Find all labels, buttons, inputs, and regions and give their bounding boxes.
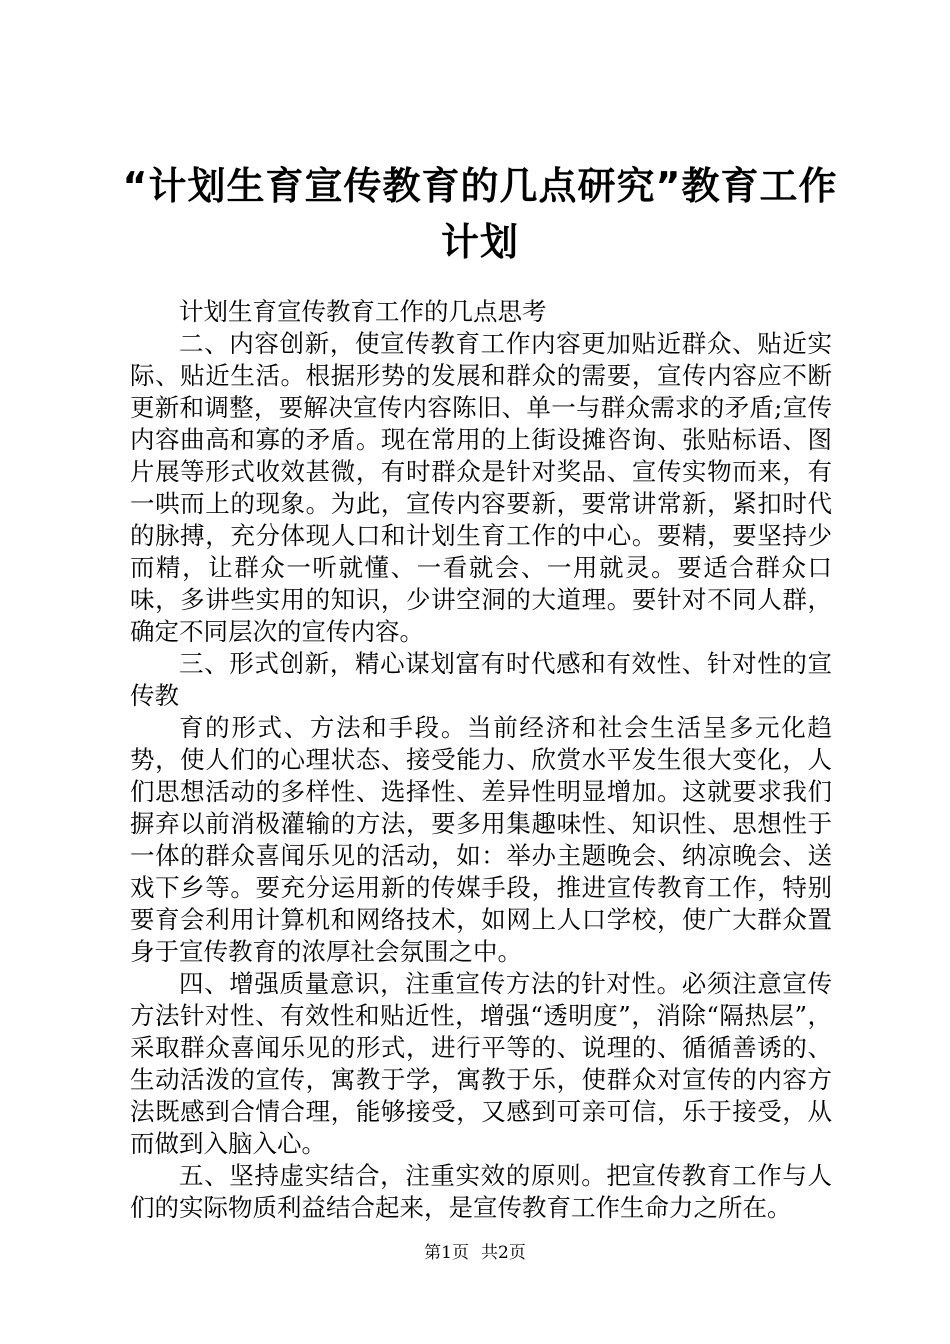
paragraph-content-innovation: 二、内容创新，使宣传教育工作内容更加贴近群众、贴近实际、贴近生活。根据形势的发展和群众的需要，宣传内容应不断更新和调整，要解决宣传内容陈旧、单一与群众需求的矛盾;宣传内容曲高和寡的矛盾。现在常用的上街设摊咨询、张贴标语、图片展等形式收效甚微，有时群众是针对奖品、宣传实物而来，有一哄而上的现象。为此，宣传内容要新，要常讲常新，紧扣时代的脉搏，充分体现人口和计划生育工作的中心。要精，要坚持少而精，让群众一听就懂、一看就会、一用就灵。要适合群众口味，多讲些实用的知识，少讲空洞的大道理。要针对不同人群，确定不同层次的宣传内容。 bbox=[130, 329, 832, 646]
paragraph-subtitle: 计划生育宣传教育工作的几点思考 bbox=[179, 297, 547, 326]
page-number-current: 第1页 bbox=[424, 1243, 469, 1263]
paragraph-practical-principle: 五、坚持虚实结合，注重实效的原则。把宣传教育工作与人们的实际物质利益结合起来，是宣传教育工作生命力之所在。 bbox=[130, 1161, 832, 1222]
document-title: “计划生育宣传教育的几点研究”教育工作计划 bbox=[122, 164, 838, 264]
paragraph-form-innovation: 三、形式创新，精心谋划富有时代感和有效性、针对性的宣传教 bbox=[130, 649, 832, 710]
paragraph-quality-awareness: 四、增强质量意识，注重宣传方法的针对性。必须注意宣传方法针对性、有效性和贴近性，增强“透明度”，消除“隔热层”，采取群众喜闻乐见的形式，进行平等的、说理的、循循善诱的、生动活泼的宣传，寓教于学，寓教于乐，使群众对宣传的内容方法既感到合情合理，能够接受，又感到可亲可信，乐于接受，从而做到入脑入心。 bbox=[130, 969, 832, 1158]
paragraph-form-methods: 育的形式、方法和手段。当前经济和社会生活呈多元化趋势，使人们的心理状态、接受能力、欣赏水平发生很大变化，人们思想活动的多样性、选择性、差异性明显增加。这就要求我们摒弃以前消极灌输的方法，要多用集趣味性、知识性、思想性于一体的群众喜闻乐见的活动，如：举办主题晚会、纳凉晚会、送戏下乡等。要充分运用新的传媒手段，推进宣传教育工作，特别要育会利用计算机和网络技术，如网上人口学校，使广大群众置身于宣传教育的浓厚社会氛围之中。 bbox=[130, 713, 832, 966]
page-number-total: 共2页 bbox=[481, 1243, 526, 1263]
document-body bbox=[130, 296, 832, 1224]
page-footer bbox=[0, 1242, 950, 1264]
